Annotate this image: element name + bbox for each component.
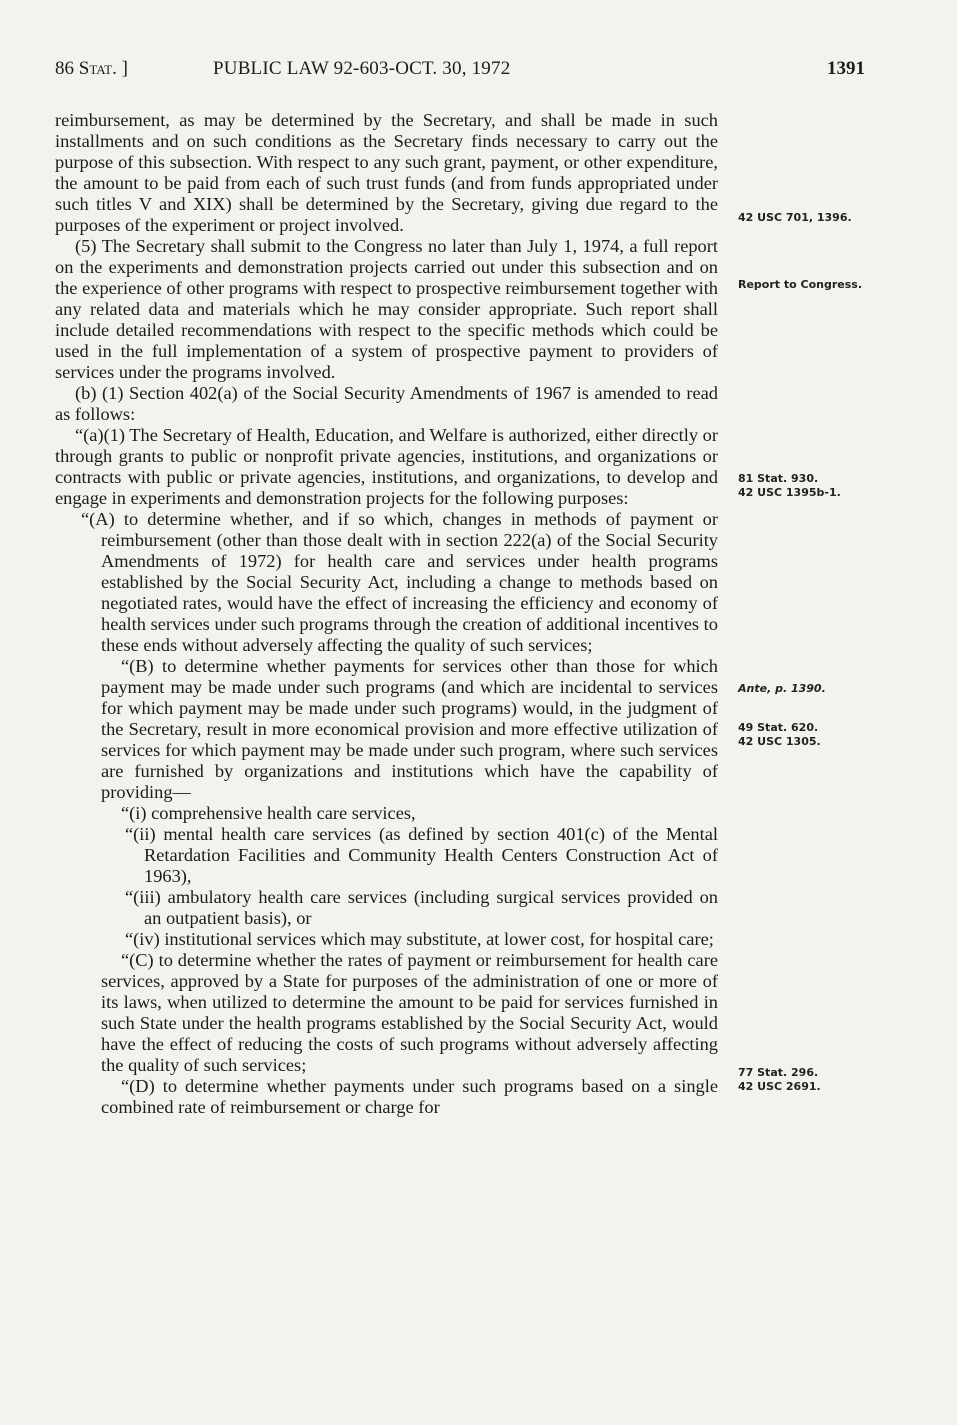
margin-note-usc-1305: 42 USC 1305. xyxy=(738,735,821,748)
subclause-iv: “(iv) institutional services which may substitute, at lower cost, for hospital care; xyxy=(125,929,714,949)
margin-note-81-stat: 81 Stat. 930. xyxy=(738,472,819,485)
paragraph-b-1: (b) (1) Section 402(a) of the Social Security Amendments of 1967 is amended to read as follows: xyxy=(55,383,718,424)
margin-note-usc-701: 42 USC 701, 1396. xyxy=(738,211,852,224)
page-number: 1391 xyxy=(827,58,865,79)
paragraph-continuation: reimbursement, as may be determined by the Secretary, and shall be made in such installments and on such conditions as the Secretary finds necessary to carry out the purpose of this subsection. With respect to any such grant, payment, or other expenditure, the amount to be paid from each of such trust funds (and from funds appropriated under such titles V and XIX) shall be determined by the Secretary, giving due regard to the purposes of the experiment or project involved. xyxy=(55,110,718,235)
clause-d: “(D) to determine whether payments under such programs based on a single combined rate of reimbursement or charge for xyxy=(101,1076,718,1117)
margin-note-report: Report to Congress. xyxy=(738,278,863,291)
margin-note-49-stat: 49 Stat. 620. xyxy=(738,721,819,734)
statute-reference: 86 Stat. ] xyxy=(55,58,128,79)
page-title: PUBLIC LAW 92-603-OCT. 30, 1972 xyxy=(213,58,511,79)
subclause-ii: “(ii) mental health care services (as defined by section 401(c) of the Mental Retardation Facilities and Community Health Centers Construction Act of 1963), xyxy=(125,824,718,886)
subclause-iii: “(iii) ambulatory health care services (including surgical services provided on an outpatient basis), or xyxy=(125,887,718,928)
paragraph-a-1: “(a)(1) The Secretary of Health, Education, and Welfare is authorized, either directly or through grants to public or nonprofit private agencies, institutions, and organizations or contracts with public or private agencies, institutions, and organizations, to develop and engage in experiments and demonstration projects for the following purposes: xyxy=(55,425,718,508)
subclause-i: “(i) comprehensive health care services, xyxy=(121,803,416,823)
clause-c: “(C) to determine whether the rates of payment or reimbursement for health care services, approved by a State for purposes of the administration of one or more of its laws, when utilized to determine the amount to be paid for services furnished in such State under the health programs established by the Social Security Act, would have the effect of reducing the costs of such programs without adversely affecting the quality of such services; xyxy=(101,950,718,1075)
statute-text xyxy=(55,110,718,1118)
margin-note-77-stat: 77 Stat. 296. xyxy=(738,1066,819,1079)
margin-note-usc-2691: 42 USC 2691. xyxy=(738,1080,821,1093)
margin-note-usc-1395b: 42 USC 1395b-1. xyxy=(738,486,841,499)
clause-b: “(B) to determine whether payments for services other than those for which payment may be made under such programs (and which are incidental to services for which payment may be made under such programs) would, in the judgment of the Secretary, result in more economical provision and more effective utilization of services for which payment may be made under such program, where such services are furnished by organizations and institutions which have the capability of providing— xyxy=(101,656,718,802)
clause-a: “(A) to determine whether, and if so which, changes in methods of payment or reimbursement (other than those dealt with in section 222(a) of the Social Security Amendments of 1972) for health care and services under health programs established by the Social Security Act, including a change to methods based on negotiated rates, would have the effect of increasing the efficiency and economy of health services under such programs through the creation of additional incentives to these ends without adversely affecting the quality of such services; xyxy=(81,509,718,655)
page-header xyxy=(55,58,865,86)
margin-note-ante: Ante, p. 1390. xyxy=(738,682,826,695)
paragraph-5-report: (5) The Secretary shall submit to the Congress no later than July 1, 1974, a full report on the experiments and demonstration projects carried out under this subsection and on the experience of other programs with respect to prospective reimbursement together with any related data and materials which he may consider appropriate. Such report shall include detailed recommendations with respect to the specific methods which could be used in the full implementation of a system of prospective payment to providers of services under the programs involved. xyxy=(55,236,718,382)
